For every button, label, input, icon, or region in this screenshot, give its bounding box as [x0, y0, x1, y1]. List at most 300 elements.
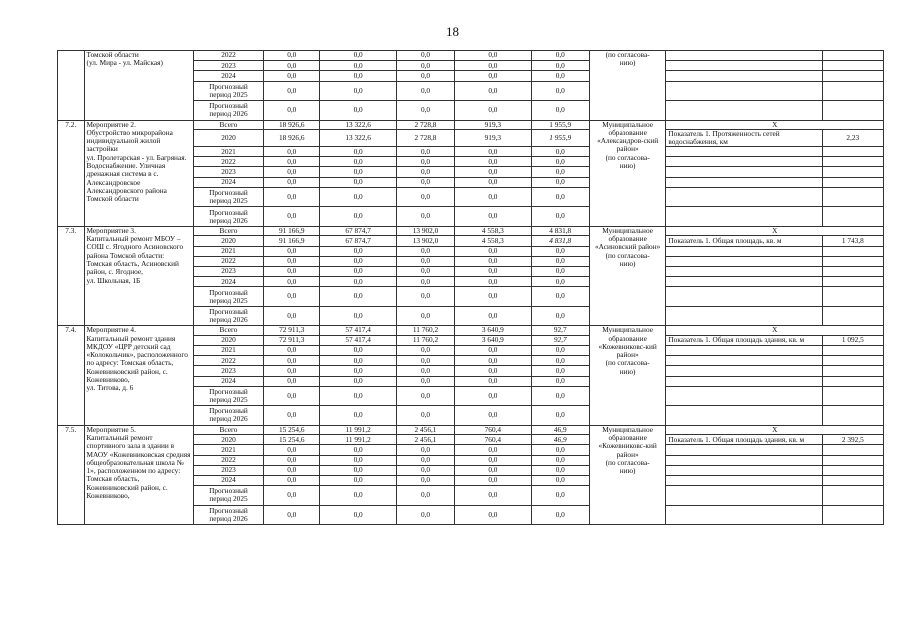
value-cell: 0,0	[396, 376, 454, 386]
value-cell: 0,0	[264, 505, 320, 525]
indicator-value	[822, 277, 883, 287]
value-cell: 0,0	[396, 187, 454, 207]
value-cell: 0,0	[320, 207, 397, 227]
indicator-x-mark: X	[666, 226, 884, 236]
item-description: Мероприятие 4. Капитальный ремонт здания МКДОУ «ЦРР детский сад «Колокольчик», расположенного по адресу: Томская область, Кожевниковский район, с. Кожевниково, ул. Титова, д. 6	[84, 326, 193, 425]
indicator-value	[822, 345, 883, 355]
value-cell: 0,0	[320, 406, 397, 426]
value-cell: 13 322,6	[320, 120, 397, 130]
value-cell: 760,4	[455, 435, 532, 445]
indicator-x-mark: X	[666, 120, 884, 130]
value-cell: 0,0	[455, 266, 532, 276]
value-cell: 0,0	[264, 486, 320, 506]
value-cell: 0,0	[455, 386, 532, 406]
year-cell: 2022	[193, 256, 263, 266]
year-cell: Всего	[193, 120, 263, 130]
value-cell: 0,0	[396, 71, 454, 81]
value-cell: 0,0	[396, 81, 454, 101]
value-cell: 0,0	[396, 246, 454, 256]
value-cell: 15 254,6	[264, 435, 320, 445]
year-cell: Прогнозный период 2026	[193, 207, 263, 227]
value-cell: 919,3	[455, 130, 532, 147]
value-cell: 0,0	[320, 167, 397, 177]
value-cell: 0,0	[455, 445, 532, 455]
value-cell: 0,0	[320, 465, 397, 475]
value-cell: 0,0	[396, 475, 454, 485]
value-cell: 0,0	[264, 406, 320, 426]
value-cell: 0,0	[531, 101, 589, 121]
value-cell: 2 456,1	[396, 435, 454, 445]
indicator-name	[666, 445, 822, 455]
executor-cell: Муниципальное образование «Кожевниковс-кий район» (по согласова- нию)	[589, 326, 666, 425]
year-cell: Прогнозный период 2026	[193, 101, 263, 121]
indicator-value	[822, 465, 883, 475]
value-cell: 2 728,8	[396, 130, 454, 147]
item-number: 7.3.	[58, 226, 85, 325]
table-row	[58, 120, 884, 130]
value-cell: 0,0	[396, 345, 454, 355]
value-cell: 0,0	[320, 187, 397, 207]
value-cell: 0,0	[531, 207, 589, 227]
indicator-value	[822, 71, 883, 81]
value-cell: 67 874,7	[320, 226, 397, 236]
indicator-name	[666, 256, 822, 266]
item-number: 7.2.	[58, 120, 85, 226]
value-cell: 11 991,2	[320, 425, 397, 435]
value-cell: 67 874,7	[320, 236, 397, 246]
year-cell: Прогнозный период 2025	[193, 81, 263, 101]
indicator-name	[666, 505, 822, 525]
value-cell: 0,0	[455, 147, 532, 157]
value-cell: 0,0	[264, 167, 320, 177]
value-cell: 0,0	[396, 445, 454, 455]
year-cell: 2020	[193, 435, 263, 445]
year-cell: 2024	[193, 177, 263, 187]
value-cell: 4 558,3	[455, 236, 532, 246]
executor-cell: Муниципальное образование «Кожевниковс-кий район» (по согласова- нию)	[589, 425, 666, 524]
value-cell: 0,0	[455, 455, 532, 465]
value-cell: 0,0	[531, 51, 589, 61]
value-cell: 0,0	[320, 81, 397, 101]
value-cell: 0,0	[396, 455, 454, 465]
indicator-value	[822, 406, 883, 426]
value-cell: 0,0	[455, 287, 532, 307]
year-cell: 2023	[193, 167, 263, 177]
year-cell: 2024	[193, 475, 263, 485]
value-cell: 0,0	[396, 177, 454, 187]
value-cell: 92,7	[531, 326, 589, 336]
year-cell: Всего	[193, 326, 263, 336]
indicator-value	[822, 386, 883, 406]
value-cell: 0,0	[264, 277, 320, 287]
value-cell: 0,0	[264, 147, 320, 157]
value-cell: 4 558,3	[455, 226, 532, 236]
value-cell: 0,0	[455, 345, 532, 355]
value-cell: 760,4	[455, 425, 532, 435]
value-cell: 0,0	[531, 71, 589, 81]
value-cell: 15 254,6	[264, 425, 320, 435]
indicator-value	[822, 246, 883, 256]
value-cell: 0,0	[264, 81, 320, 101]
indicator-value	[822, 287, 883, 307]
value-cell: 0,0	[455, 376, 532, 386]
value-cell: 0,0	[531, 406, 589, 426]
value-cell: 0,0	[396, 505, 454, 525]
value-cell: 0,0	[264, 266, 320, 276]
item-description: Мероприятие 3. Капитальный ремонт МБОУ – СОШ с. Ягодного Асиновского района Томской области: Томская область, Асиновский район, с. Ягодное, ул. Школьная, 1Б	[84, 226, 193, 325]
value-cell: 0,0	[320, 376, 397, 386]
year-cell: 2020	[193, 335, 263, 345]
item-description: Мероприятие 2. Обустройство микрорайона индивидуальной жилой застройки ул. Пролетарская - ул. Багряная. Водоснабжение. Уличная дренажная система в с. Александровское Александровского района Томской области	[84, 120, 193, 226]
value-cell: 0,0	[396, 306, 454, 326]
program-table	[57, 50, 884, 525]
table-row	[58, 326, 884, 336]
value-cell: 0,0	[264, 71, 320, 81]
value-cell: 0,0	[264, 475, 320, 485]
indicator-value	[822, 455, 883, 465]
value-cell: 0,0	[531, 345, 589, 355]
indicator-name	[666, 246, 822, 256]
year-cell: Прогнозный период 2025	[193, 187, 263, 207]
value-cell: 0,0	[396, 157, 454, 167]
indicator-value	[822, 266, 883, 276]
value-cell: 0,0	[264, 256, 320, 266]
value-cell: 0,0	[320, 386, 397, 406]
year-cell: Прогнозный период 2026	[193, 505, 263, 525]
value-cell: 0,0	[531, 306, 589, 326]
item-description: Томской области (ул. Мира - ул. Майская)	[84, 51, 193, 121]
value-cell: 0,0	[264, 177, 320, 187]
item-number	[58, 51, 85, 121]
year-cell: Прогнозный период 2026	[193, 406, 263, 426]
indicator-value: 1 092,5	[822, 335, 883, 345]
year-cell: 2020	[193, 236, 263, 246]
table-row	[58, 226, 884, 236]
value-cell: 0,0	[396, 207, 454, 227]
value-cell: 0,0	[320, 177, 397, 187]
value-cell: 0,0	[455, 51, 532, 61]
year-cell: Всего	[193, 226, 263, 236]
value-cell: 3 640,9	[455, 326, 532, 336]
value-cell: 0,0	[396, 256, 454, 266]
value-cell: 0,0	[531, 177, 589, 187]
year-cell: 2023	[193, 61, 263, 71]
year-cell: 2021	[193, 147, 263, 157]
value-cell: 0,0	[531, 187, 589, 207]
indicator-name	[666, 306, 822, 326]
indicator-name: Показатель 1. Протяженность сетей водоснабжения, км	[666, 130, 822, 147]
value-cell: 0,0	[320, 101, 397, 121]
indicator-value	[822, 147, 883, 157]
value-cell: 46,9	[531, 425, 589, 435]
value-cell: 0,0	[396, 101, 454, 121]
value-cell: 0,0	[264, 51, 320, 61]
value-cell: 0,0	[531, 246, 589, 256]
value-cell: 0,0	[264, 246, 320, 256]
year-cell: 2020	[193, 130, 263, 147]
value-cell: 0,0	[455, 406, 532, 426]
value-cell: 0,0	[455, 157, 532, 167]
value-cell: 0,0	[264, 61, 320, 71]
indicator-value	[822, 475, 883, 485]
value-cell: 0,0	[396, 287, 454, 307]
value-cell: 0,0	[531, 256, 589, 266]
indicator-name	[666, 287, 822, 307]
value-cell: 0,0	[320, 486, 397, 506]
value-cell: 0,0	[264, 366, 320, 376]
value-cell: 0,0	[396, 486, 454, 506]
indicator-value	[822, 376, 883, 386]
value-cell: 0,0	[320, 306, 397, 326]
indicator-name	[666, 71, 822, 81]
value-cell: 0,0	[455, 256, 532, 266]
indicator-value	[822, 306, 883, 326]
indicator-name	[666, 406, 822, 426]
value-cell: 0,0	[396, 386, 454, 406]
indicator-value	[822, 101, 883, 121]
indicator-name	[666, 266, 822, 276]
indicator-name: Показатель 1. Общая площадь здания, кв. м	[666, 335, 822, 345]
page-number: 18	[446, 24, 459, 39]
value-cell: 0,0	[455, 356, 532, 366]
value-cell: 0,0	[531, 167, 589, 177]
indicator-name	[666, 366, 822, 376]
value-cell: 0,0	[455, 101, 532, 121]
value-cell: 0,0	[320, 475, 397, 485]
value-cell: 0,0	[531, 366, 589, 376]
value-cell: 0,0	[264, 445, 320, 455]
value-cell: 0,0	[396, 356, 454, 366]
year-cell: 2023	[193, 266, 263, 276]
value-cell: 0,0	[396, 277, 454, 287]
value-cell: 72 911,3	[264, 326, 320, 336]
value-cell: 0,0	[531, 277, 589, 287]
indicator-name: Показатель 1. Общая площадь здания, кв. м	[666, 435, 822, 445]
value-cell: 0,0	[320, 246, 397, 256]
value-cell: 0,0	[455, 81, 532, 101]
value-cell: 0,0	[396, 167, 454, 177]
value-cell: 0,0	[455, 277, 532, 287]
value-cell: 0,0	[455, 505, 532, 525]
year-cell: 2023	[193, 366, 263, 376]
indicator-value	[822, 81, 883, 101]
value-cell: 0,0	[455, 465, 532, 475]
indicator-name	[666, 167, 822, 177]
value-cell: 1 955,9	[531, 130, 589, 147]
value-cell: 0,0	[320, 51, 397, 61]
value-cell: 0,0	[531, 465, 589, 475]
indicator-value	[822, 177, 883, 187]
value-cell: 0,0	[455, 61, 532, 71]
value-cell: 13 902,0	[396, 226, 454, 236]
indicator-name	[666, 207, 822, 227]
year-cell: 2022	[193, 157, 263, 167]
indicator-name	[666, 345, 822, 355]
value-cell: 0,0	[455, 246, 532, 256]
table-row	[58, 51, 884, 61]
year-cell: 2023	[193, 465, 263, 475]
year-cell: 2022	[193, 455, 263, 465]
value-cell: 0,0	[320, 455, 397, 465]
value-cell: 0,0	[531, 61, 589, 71]
value-cell: 0,0	[455, 475, 532, 485]
value-cell: 0,0	[320, 147, 397, 157]
value-cell: 0,0	[455, 207, 532, 227]
value-cell: 0,0	[320, 366, 397, 376]
value-cell: 0,0	[264, 187, 320, 207]
indicator-x-mark: X	[666, 326, 884, 336]
value-cell: 0,0	[455, 306, 532, 326]
indicator-value	[822, 445, 883, 455]
value-cell: 0,0	[531, 505, 589, 525]
indicator-name	[666, 157, 822, 167]
year-cell: 2024	[193, 71, 263, 81]
year-cell: 2022	[193, 51, 263, 61]
value-cell: 0,0	[531, 455, 589, 465]
value-cell: 0,0	[396, 147, 454, 157]
year-cell: 2022	[193, 356, 263, 366]
value-cell: 0,0	[396, 406, 454, 426]
value-cell: 0,0	[531, 356, 589, 366]
value-cell: 2 728,8	[396, 120, 454, 130]
indicator-name	[666, 386, 822, 406]
value-cell: 0,0	[264, 306, 320, 326]
indicator-name	[666, 356, 822, 366]
value-cell: 0,0	[396, 465, 454, 475]
table-body	[58, 51, 884, 525]
value-cell: 57 417,4	[320, 326, 397, 336]
indicator-value	[822, 61, 883, 71]
year-cell: Прогнозный период 2025	[193, 287, 263, 307]
indicator-name	[666, 147, 822, 157]
indicator-name	[666, 277, 822, 287]
executor-cell: Муниципальное образование «Александров-ский район» (по согласова- нию)	[589, 120, 666, 226]
value-cell: 0,0	[455, 71, 532, 81]
year-cell: 2024	[193, 376, 263, 386]
value-cell: 0,0	[264, 287, 320, 307]
value-cell: 0,0	[264, 356, 320, 366]
executor-cell: (по согласова- нию)	[589, 51, 666, 121]
value-cell: 46,9	[531, 435, 589, 445]
value-cell: 0,0	[396, 266, 454, 276]
year-cell: 2021	[193, 445, 263, 455]
indicator-value: 1 743,8	[822, 236, 883, 246]
year-cell: Прогнозный период 2026	[193, 306, 263, 326]
year-cell: 2024	[193, 277, 263, 287]
value-cell: 0,0	[320, 61, 397, 71]
value-cell: 0,0	[531, 445, 589, 455]
item-number: 7.4.	[58, 326, 85, 425]
indicator-name	[666, 101, 822, 121]
value-cell: 0,0	[531, 147, 589, 157]
executor-cell: Муниципальное образование «Асиновский район» (по согласова- нию)	[589, 226, 666, 325]
value-cell: 0,0	[264, 207, 320, 227]
value-cell: 0,0	[264, 455, 320, 465]
value-cell: 13 322,6	[320, 130, 397, 147]
year-cell: Прогнозный период 2025	[193, 386, 263, 406]
year-cell: Всего	[193, 425, 263, 435]
indicator-name	[666, 465, 822, 475]
indicator-value	[822, 505, 883, 525]
value-cell: 0,0	[320, 157, 397, 167]
value-cell: 0,0	[455, 366, 532, 376]
value-cell: 0,0	[531, 81, 589, 101]
indicator-name	[666, 455, 822, 465]
indicator-name	[666, 475, 822, 485]
value-cell: 4 831,8	[531, 236, 589, 246]
value-cell: 0,0	[531, 486, 589, 506]
indicator-value	[822, 366, 883, 376]
value-cell: 0,0	[264, 386, 320, 406]
value-cell: 0,0	[455, 167, 532, 177]
value-cell: 0,0	[264, 345, 320, 355]
indicator-name: Показатель 1. Общая площадь, кв. м	[666, 236, 822, 246]
value-cell: 3 640,9	[455, 335, 532, 345]
indicator-name	[666, 81, 822, 101]
item-number: 7.5.	[58, 425, 85, 524]
value-cell: 57 417,4	[320, 335, 397, 345]
indicator-value	[822, 187, 883, 207]
indicator-value	[822, 486, 883, 506]
year-cell: Прогнозный период 2025	[193, 486, 263, 506]
value-cell: 0,0	[531, 266, 589, 276]
value-cell: 0,0	[320, 345, 397, 355]
value-cell: 0,0	[531, 287, 589, 307]
indicator-name	[666, 376, 822, 386]
indicator-value	[822, 167, 883, 177]
indicator-value	[822, 157, 883, 167]
value-cell: 18 926,6	[264, 130, 320, 147]
value-cell: 13 902,0	[396, 236, 454, 246]
value-cell: 0,0	[531, 386, 589, 406]
value-cell: 0,0	[531, 376, 589, 386]
value-cell: 0,0	[455, 187, 532, 207]
indicator-name	[666, 51, 822, 61]
year-cell: 2021	[193, 345, 263, 355]
value-cell: 0,0	[264, 376, 320, 386]
value-cell: 91 166,9	[264, 236, 320, 246]
value-cell: 11 991,2	[320, 435, 397, 445]
value-cell: 0,0	[320, 266, 397, 276]
indicator-value: 2 392,5	[822, 435, 883, 445]
value-cell: 0,0	[396, 61, 454, 71]
indicator-value	[822, 256, 883, 266]
indicator-name	[666, 187, 822, 207]
year-cell: 2021	[193, 246, 263, 256]
value-cell: 18 926,6	[264, 120, 320, 130]
value-cell: 1 955,9	[531, 120, 589, 130]
value-cell: 11 760,2	[396, 326, 454, 336]
item-description: Мероприятие 5. Капитальный ремонт спортивного зала в здании в МАОУ «Кожевниковская средняя общеобразовательная школа № 1», расположенном по адресу: Томская область, Кожевниковский район, с. Кожевниково,	[84, 425, 193, 524]
indicator-name	[666, 486, 822, 506]
value-cell: 0,0	[320, 277, 397, 287]
value-cell: 919,3	[455, 120, 532, 130]
value-cell: 0,0	[320, 287, 397, 307]
value-cell: 0,0	[320, 71, 397, 81]
indicator-name	[666, 177, 822, 187]
value-cell: 0,0	[320, 356, 397, 366]
indicator-value	[822, 51, 883, 61]
value-cell: 4 831,8	[531, 226, 589, 236]
value-cell: 0,0	[320, 256, 397, 266]
indicator-x-mark: X	[666, 425, 884, 435]
value-cell: 92,7	[531, 335, 589, 345]
value-cell: 11 760,2	[396, 335, 454, 345]
table-row	[58, 425, 884, 435]
value-cell: 0,0	[320, 505, 397, 525]
value-cell: 0,0	[455, 177, 532, 187]
indicator-value: 2,23	[822, 130, 883, 147]
